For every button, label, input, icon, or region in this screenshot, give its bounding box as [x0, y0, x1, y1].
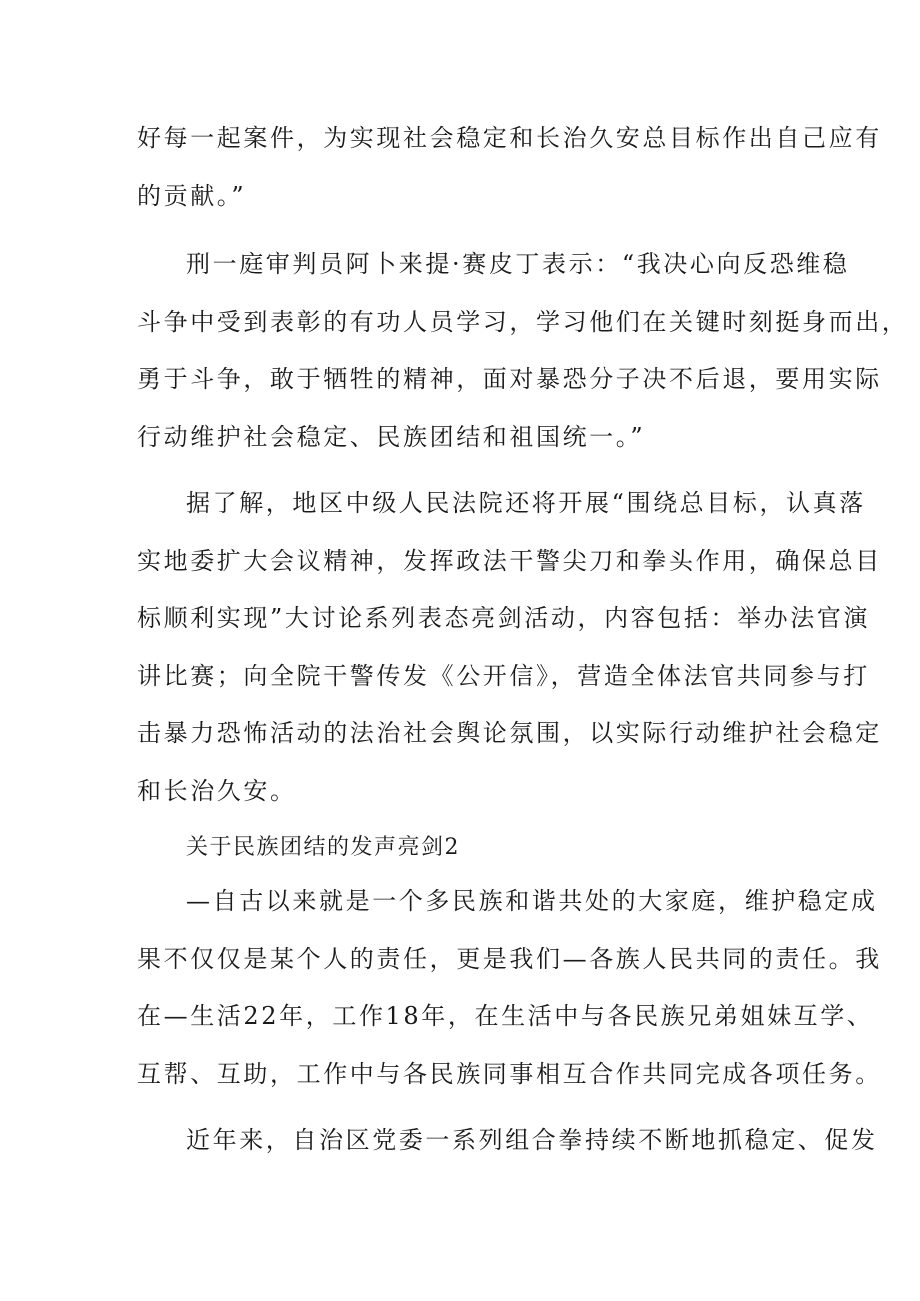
paragraph-line: 勇于斗争，敢于牺牲的精神，面对暴恐分子决不后退，要用实际	[137, 365, 882, 393]
section-heading: 关于民族团结的发声亮剑2	[186, 835, 460, 860]
paragraph-line: 据了解，地区中级人民法院还将开展“围绕总目标，认真落	[186, 489, 866, 517]
paragraph-line: 刑一庭审判员阿卜来提·赛皮丁表示：“我决心向反恐维稳	[186, 250, 850, 278]
paragraph-line: 果不仅仅是某个人的责任，更是我们—各族人民共同的责任。我	[137, 944, 882, 973]
paragraph-line: 击暴力恐怖活动的法治社会舆论氛围，以实际行动维护社会稳定	[137, 719, 882, 747]
paragraph-4	[137, 873, 882, 1103]
paragraph-line: 行动维护社会稳定、民族团结和祖国统一。”	[137, 422, 646, 451]
paragraph-line: 讲比赛；向全院干警传发《公开信》，营造全体法官共同参与打	[137, 661, 870, 690]
paragraph-line: 实地委扩大会议精神，发挥政法干警尖刀和拳头作用，确保总目	[137, 546, 882, 575]
paragraph-line: 在—生活22年，工作18年，在生活中与各民族兄弟姐妹互学、	[137, 1002, 874, 1030]
paragraph-line: 的贡献。”	[137, 181, 247, 210]
paragraph-5	[137, 1112, 878, 1170]
paragraph-line: 互帮、互助，工作中与各民族同事相互合作共同完成各项任务。	[137, 1059, 882, 1088]
paragraph-1	[137, 110, 882, 225]
paragraph-line: 和长治久安。	[137, 776, 297, 805]
paragraph-line: 近年来，自治区党委一系列组合拳持续不断地抓稳定、促发	[186, 1126, 878, 1154]
paragraph-line: 斗争中受到表彰的有功人员学习，学习他们在关键时刻挺身而出，	[137, 307, 909, 336]
paragraph-2	[137, 236, 909, 466]
paragraph-line: 标顺利实现”大讨论系列表态亮剑活动，内容包括：举办法官演	[137, 604, 871, 632]
paragraph-3	[137, 475, 882, 820]
paragraph-line: 好每一起案件，为实现社会稳定和长治久安总目标作出自己应有	[137, 124, 882, 152]
paragraph-line: —自古以来就是一个多民族和谐共处的大家庭，维护稳定成	[186, 887, 878, 915]
